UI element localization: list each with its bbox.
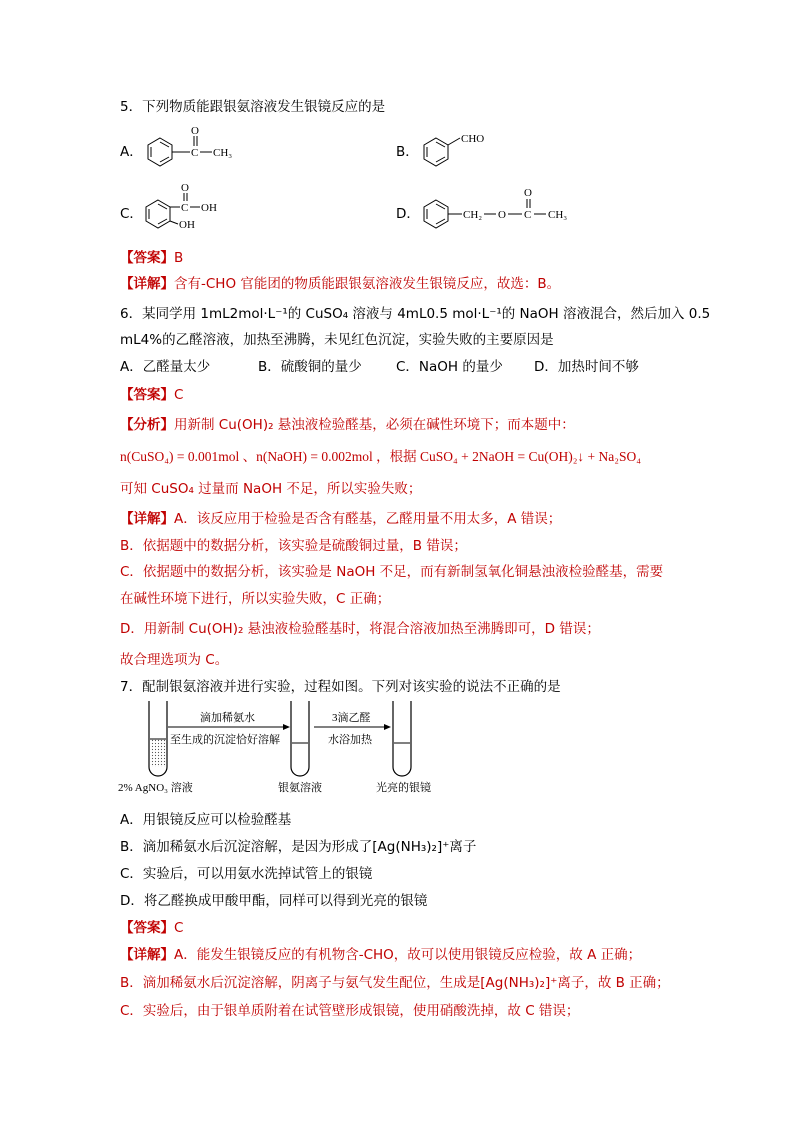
arrow2-top-label: 3滴乙醛 (332, 712, 371, 724)
tube3-label: 光亮的银镜 (376, 782, 431, 794)
q5-stem: 5．下列物质能跟银氨溶液发生银镜反应的是 (120, 99, 386, 115)
detail-label: 【详解】 (120, 276, 174, 292)
struct-c-oh2: OH (179, 219, 195, 231)
tube2-label: 银氨溶液 (278, 782, 322, 794)
q7-stem: 7．配制银氨溶液并进行实验，过程如图。下列对该实验的说法不正确的是 (120, 679, 561, 695)
answer-label: 【答案】 (120, 250, 174, 266)
test-tube-1 (149, 701, 167, 776)
q5-option-d-structure (414, 180, 604, 236)
q6-detail-d: D．用新制 Cu(OH)₂ 悬浊液检验醛基时，将混合溶液加热至沸腾即可，D 错误； (120, 621, 600, 637)
detail-text: A．能发生银镜反应的有机物含-CHO，故可以使用银镜反应检验，故 A 正确； (174, 947, 642, 963)
q5-option-d-letter: D． (396, 206, 420, 222)
q5-option-c-letter: C． (120, 206, 143, 222)
arrow2-bottom-label: 水浴加热 (328, 734, 372, 746)
q7-answer (120, 916, 183, 936)
struct-c-c: C (181, 202, 189, 214)
analysis-label: 【分析】 (120, 417, 174, 433)
q6-option-a: A．乙醛量太少 (120, 359, 211, 375)
q6-analysis-line1 (120, 413, 575, 433)
answer-value: C (174, 387, 184, 403)
q6-answer (120, 383, 183, 403)
arrow1-bottom-label: 至生成的沉淀恰好溶解 (170, 734, 280, 746)
q5-option-c-structure (138, 180, 248, 236)
q6-conclusion: 故合理选项为 C。 (120, 652, 229, 668)
struct-a-c: C (191, 147, 199, 159)
test-tube-3 (393, 701, 411, 776)
detail-label: 【详解】 (120, 947, 174, 963)
answer-value: B (174, 250, 184, 266)
q7-option-a: A．用银镜反应可以检验醛基 (120, 812, 292, 828)
q7-detail-b: B．滴加稀氨水后沉淀溶解，阴离子与氨气发生配位，生成是[Ag(NH₃)₂]⁺离子，故 B 正确； (120, 975, 670, 991)
q5-option-b-letter: B． (396, 144, 419, 160)
analysis-text: 用新制 Cu(OH)₂ 悬浊液检验醛基，必须在碱性环境下；而本题中： (174, 417, 575, 433)
q6-detail-a (120, 507, 561, 527)
struct-c-o: O (181, 182, 189, 194)
answer-label: 【答案】 (120, 920, 174, 936)
q7-option-d: D．将乙醛换成甲酸甲酯，同样可以得到光亮的银镜 (120, 893, 428, 909)
struct-d-c: C (524, 209, 532, 221)
q6-option-d: D．加热时间不够 (534, 359, 639, 375)
q5-option-a-structure (140, 124, 250, 174)
q5-answer (120, 246, 183, 266)
q6-analysis-line3: 可知 CuSO₄ 过量而 NaOH 不足，所以实验失败； (120, 481, 422, 497)
detail-text: 含有-CHO 官能团的物质能跟银氨溶液发生银镜反应，故选：B。 (174, 276, 561, 292)
q7-detail-a (120, 943, 641, 963)
q7-experiment-diagram (118, 697, 458, 797)
arrow1-top-label: 滴加稀氨水 (200, 712, 255, 724)
q7-option-c: C．实验后，可以用氨水洗掉试管上的银镜 (120, 866, 373, 882)
q7-option-b: B．滴加稀氨水后沉淀溶解，是因为形成了[Ag(NH₃)₂]⁺离子 (120, 839, 477, 855)
test-tube-2 (291, 701, 309, 776)
struct-a-ch3: CH₃ (213, 147, 233, 159)
q6-detail-c1: C．依据题中的数据分析，该实验是 NaOH 不足，而有新制氢氧化铜悬浊液检验醛基，需要 (120, 564, 664, 580)
struct-d-ch3: CH₃ (548, 209, 568, 221)
answer-label: 【答案】 (120, 387, 174, 403)
tube1-label: 2% AgNO₃ 溶液 (118, 782, 193, 794)
struct-d-o1: O (498, 209, 506, 221)
q6-option-b: B．硫酸铜的量少 (258, 359, 362, 375)
q5-detail (120, 272, 560, 292)
struct-a-o: O (191, 125, 199, 137)
q6-stem-line1: 6．某同学用 1mL2mol·L⁻¹的 CuSO₄ 溶液与 4mL0.5 mol·L⁻¹的 NaOH 溶液混合，然后加入 0.5 (120, 306, 711, 322)
struct-b-cho: CHO (461, 133, 485, 145)
q6-detail-c2: 在碱性环境下进行，所以实验失败，C 正确； (120, 591, 391, 607)
struct-d-o2: O (524, 187, 532, 199)
q6-detail-b: B．依据题中的数据分析，该实验是硫酸铜过量，B 错误； (120, 538, 467, 554)
detail-label: 【详解】 (120, 511, 174, 527)
q6-analysis-line2: n(CuSO₄) = 0.001mol 、n(NaOH) = 0.002mol ，根据 CuSO₄ + 2NaOH = Cu(OH)₂↓ + Na₂SO₄ (120, 449, 641, 464)
struct-c-oh1: OH (201, 202, 217, 214)
q6-stem-line2: mL4%的乙醛溶液，加热至沸腾，未见红色沉淀，实验失败的主要原因是 (120, 332, 554, 348)
q5-option-a-letter: A． (120, 144, 143, 160)
detail-text: A．该反应用于检验是否含有醛基，乙醛用量不用太多，A 错误； (174, 511, 562, 527)
q7-detail-c: C．实验后，由于银单质附着在试管壁形成银镜，使用硝酸洗掉，故 C 错误； (120, 1003, 580, 1019)
struct-d-ch2: CH₂ (463, 209, 483, 221)
answer-value: C (174, 920, 184, 936)
q6-option-c: C．NaOH 的量少 (396, 359, 503, 375)
q5-option-b-structure (414, 124, 514, 174)
